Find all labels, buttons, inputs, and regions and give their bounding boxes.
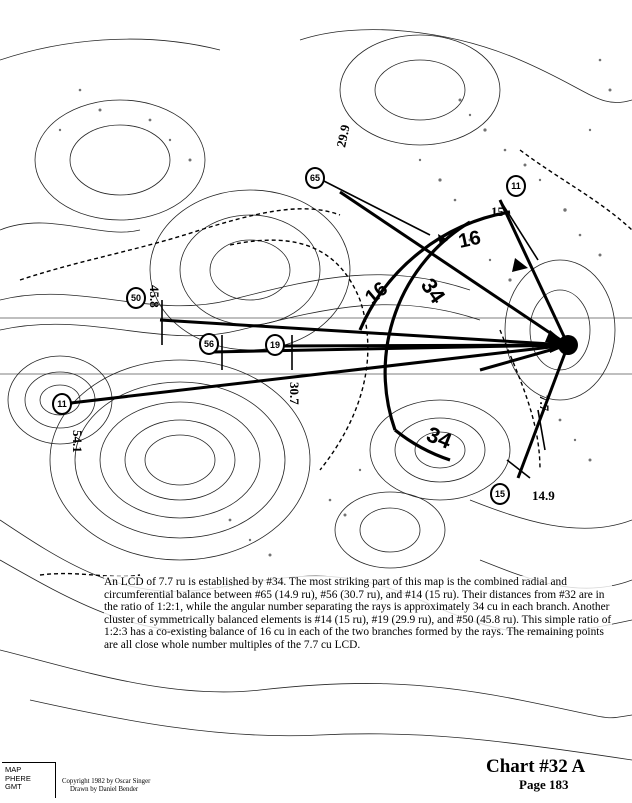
ray-arrowheads	[438, 234, 568, 353]
ray-value-45-8: 45.8	[147, 285, 162, 308]
ray-value-54-1: 54.1	[70, 430, 85, 453]
balance-rays	[62, 192, 568, 478]
ray-value-30-7: 30.7	[287, 382, 302, 405]
map-caption	[104, 576, 612, 652]
ray-value-14-9: 14.9	[532, 488, 555, 503]
legend-line-3: GMT	[5, 782, 22, 791]
arc-label-34-lower: 34	[423, 421, 456, 454]
map-legend	[2, 762, 56, 798]
legend-line-1: MAP	[5, 765, 22, 774]
legend-line-2: PHERE	[5, 773, 31, 783]
station-label-56a: 56	[203, 339, 215, 349]
construction-lines	[162, 178, 545, 478]
focus-point-32	[558, 335, 578, 355]
copyright-line-1: Copyright 1982 by Oscar Singer	[62, 778, 151, 785]
arc-label-16-left: 16	[361, 277, 393, 309]
chart-title: Chart #32 A	[486, 756, 586, 777]
ray-value-29-9: 29.9	[333, 123, 353, 149]
arc-label-34-upper: 34	[415, 273, 451, 308]
ray-value-7-7: 7.7	[537, 395, 552, 412]
caption-text: An LCD of 7.7 ru is established by #34. The most striking part of this map is the combined radial and circumferential balance between #65 (14.9 ru), #56 (30.7 ru), and #14 (15 ru). Their distances from #32 are in the ratio of 1:2:1, while the angular number separating the rays is approximately 34 cu in each branch. Another cluster of symmetrically balanced elements is #14 (15 ru), #19 (29.9 ru), and #50 (45.8 ru). This simple ratio of 1:2:3 has a co-existing balance of 16 cu in each of the two branches formed by the rays. The remaining points are all close whole number multiples of the 7.7 cu LCD.	[104, 576, 612, 651]
station-label-50: 50	[130, 293, 142, 303]
copyright-line-2: Drawn by Daniel Bender	[70, 786, 139, 793]
station-label-65: 15	[494, 489, 506, 499]
station-label-11: 11	[511, 181, 521, 191]
coastlines	[20, 150, 632, 576]
page-number: Page 183	[519, 777, 569, 792]
copyright-notice	[62, 778, 150, 794]
arc-label-16-right: 16	[456, 226, 483, 253]
station-label-19: 65	[309, 173, 321, 183]
ray-value-15: 15	[491, 204, 504, 219]
station-label-56b: 19	[269, 340, 281, 350]
station-label-18: 11	[57, 399, 67, 409]
station-markers	[53, 168, 525, 504]
